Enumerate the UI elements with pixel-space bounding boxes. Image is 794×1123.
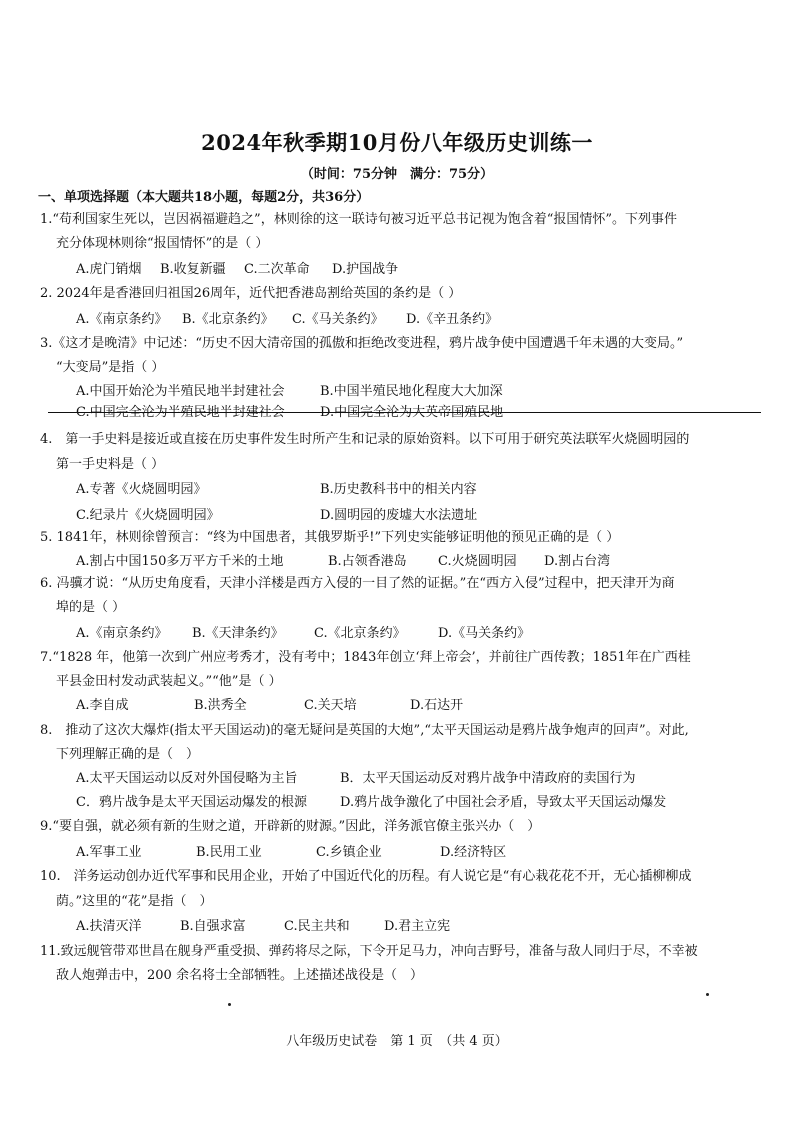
option-d: D.《马关条约》 [438, 626, 531, 641]
option-d: D.鸦片战争激化了中国社会矛盾，导致太平天国运动爆发 [340, 795, 667, 810]
question-8-stem-cont: 下列理解正确的是（ ） [56, 747, 200, 762]
option-a: A.割占中国150多万平方千米的土地 [76, 554, 284, 569]
question-8-options-row1 [76, 771, 636, 787]
question-1-options [76, 262, 398, 278]
option-b: B.《天津条约》 [192, 626, 284, 641]
option-b: B.中国半殖民地化程度大大加深 [320, 384, 503, 399]
question-4-options-row1 [76, 482, 477, 498]
option-d: D.石达开 [410, 698, 464, 713]
option-c: C.二次革命 [244, 262, 310, 277]
question-5-options [76, 554, 610, 570]
page-footer: 八年级历史试卷 第 1 页 （共 4 页） [286, 1034, 508, 1049]
option-b: B.历史教科书中的相关内容 [320, 482, 477, 497]
option-d: D.割占台湾 [544, 554, 611, 569]
question-5-stem: 5. 1841年，林则徐曾预言：“终为中国患者，其俄罗斯乎!”下列史实能够证明他的预见正确的是（ ） [40, 530, 620, 545]
option-a: A.军事工业 [76, 845, 142, 860]
option-c: C．鸦片战争是太平天国运动爆发的根源 [76, 795, 307, 810]
option-b: B．太平天国运动反对鸦片战争中清政府的卖国行为 [340, 771, 636, 786]
question-11-stem: 11.致远舰管带邓世昌在舰身严重受损、弹药将尽之际，下令开足马力，冲向吉野号，准备与敌人同归于尽，不幸被 [40, 944, 698, 959]
question-3-options-row1 [76, 384, 503, 400]
section-heading: 一、单项选择题（本大题共18小题，每题2分，共36分） [38, 190, 370, 205]
option-c: C.《马关条约》 [292, 312, 384, 327]
option-c: C.《北京条约》 [314, 626, 406, 641]
option-a: A.《南京条约》 [76, 312, 168, 327]
option-a: A.李自成 [76, 698, 129, 713]
option-c: C.关天培 [304, 698, 357, 713]
page-title: 2024年秋季期10月份八年级历史训练一 [201, 130, 593, 155]
question-10-stem-cont: 荫。”这里的“花”是指（ ） [56, 894, 213, 909]
scan-speck [706, 993, 709, 996]
strikethrough-line [48, 412, 761, 413]
option-c: C.纪录片《火烧圆明园》 [76, 508, 220, 523]
option-a: A.《南京条约》 [76, 626, 168, 641]
question-9-stem: 9.“要自强，就必须有新的生财之道，开辟新的财源。”因此，洋务派官僚主张兴办（ ） [40, 819, 541, 834]
option-a: A.扶清灭洋 [76, 919, 142, 934]
option-d: D.中国完全沦为大英帝国殖民地 [320, 405, 504, 420]
question-1-stem: 1.“苟利国家生死以，岂因祸福避趋之”，林则徐的这一联诗句被习近平总书记视为饱含着“报国情怀”。下列事件 [40, 212, 677, 227]
option-a: A.专著《火烧圆明园》 [76, 482, 207, 497]
option-b: B.占领香港岛 [328, 554, 407, 569]
option-c: C.乡镇企业 [316, 845, 382, 860]
question-4-options-row2 [76, 508, 477, 524]
question-2-options [76, 312, 498, 328]
question-10-stem: 10. 洋务运动创办近代军事和民用企业，开始了中国近代化的历程。有人说它是“有心栽花花不开，无心插柳柳成 [40, 869, 692, 884]
scan-speck [228, 1003, 231, 1006]
option-c: C.中国完全沦为半殖民地半封建社会 [76, 405, 285, 420]
question-8-stem: 8. 推动了这次大爆炸(指太平天国运动)的毫无疑问是英国的大炮”,“太平天国运动是鸦片战争炮声的回声”。对此, [40, 723, 689, 738]
option-d: D.经济特区 [440, 845, 507, 860]
option-d: D.《辛丑条约》 [406, 312, 499, 327]
question-7-stem-cont: 平县金田村发动武装起义。”“他”是（ ） [56, 674, 282, 689]
question-2-stem: 2. 2024年是香港回归祖国26周年，近代把香港岛割给英国的条约是（ ） [40, 286, 462, 301]
option-a: A.中国开始沦为半殖民地半封建社会 [76, 384, 285, 399]
exam-info: （时间：75分钟 满分：75分） [300, 167, 494, 182]
option-d: D.圆明园的废墟大水法遗址 [320, 508, 478, 523]
option-d: D.护国战争 [332, 262, 399, 277]
option-b: B.收复新疆 [160, 262, 226, 277]
question-9-options [76, 845, 506, 861]
option-b: B.洪秀全 [194, 698, 247, 713]
option-d: D.君主立宪 [384, 919, 451, 934]
question-4-stem: 4. 第一手史料是接近或直接在历史事件发生时所产生和记录的原始资料。以下可用于研究英法联军火烧圆明园的 [40, 432, 690, 447]
option-b: B.《北京条约》 [182, 312, 274, 327]
question-3-stem: 3.《这才是晚清》中记述：“历史不因大清帝国的孤傲和拒绝改变进程，鸦片战争使中国遭遇千年未遇的大变局。” [40, 336, 684, 351]
question-8-options-row2 [76, 795, 666, 811]
option-b: B.民用工业 [196, 845, 262, 860]
question-7-options [76, 698, 463, 714]
question-7-stem: 7.“1828 年，他第一次到广州应考秀才，没有考中；1843年创立‘拜上帝会’，并前往广西传教；1851年在广西桂 [40, 650, 691, 665]
question-6-options [76, 626, 530, 642]
question-6-stem: 6. 冯骥才说：“从历史角度看，天津小洋楼是西方入侵的一目了然的证据。”在“西方入侵”过程中，把天津开为商 [40, 576, 675, 591]
option-c: C.民主共和 [284, 919, 350, 934]
option-c: C.火烧圆明园 [438, 554, 517, 569]
question-1-stem-cont: 充分体现林则徐“报国情怀”的是（ ） [56, 236, 269, 251]
question-3-stem-cont: “大变局”是指（ ） [56, 360, 165, 375]
question-6-stem-cont: 埠的是（ ） [56, 600, 126, 615]
option-b: B.自强求富 [180, 919, 246, 934]
question-4-stem-cont: 第一手史料是（ ） [56, 457, 165, 472]
question-10-options [76, 919, 450, 935]
question-3-options-row2 [76, 405, 503, 421]
question-11-stem-cont: 敌人炮弹击中，200 余名将士全部牺牲。上述描述战役是（ ） [56, 968, 423, 983]
option-a: A.虎门销烟 [76, 262, 142, 277]
option-a: A.太平天国运动以反对外国侵略为主旨 [76, 771, 298, 786]
